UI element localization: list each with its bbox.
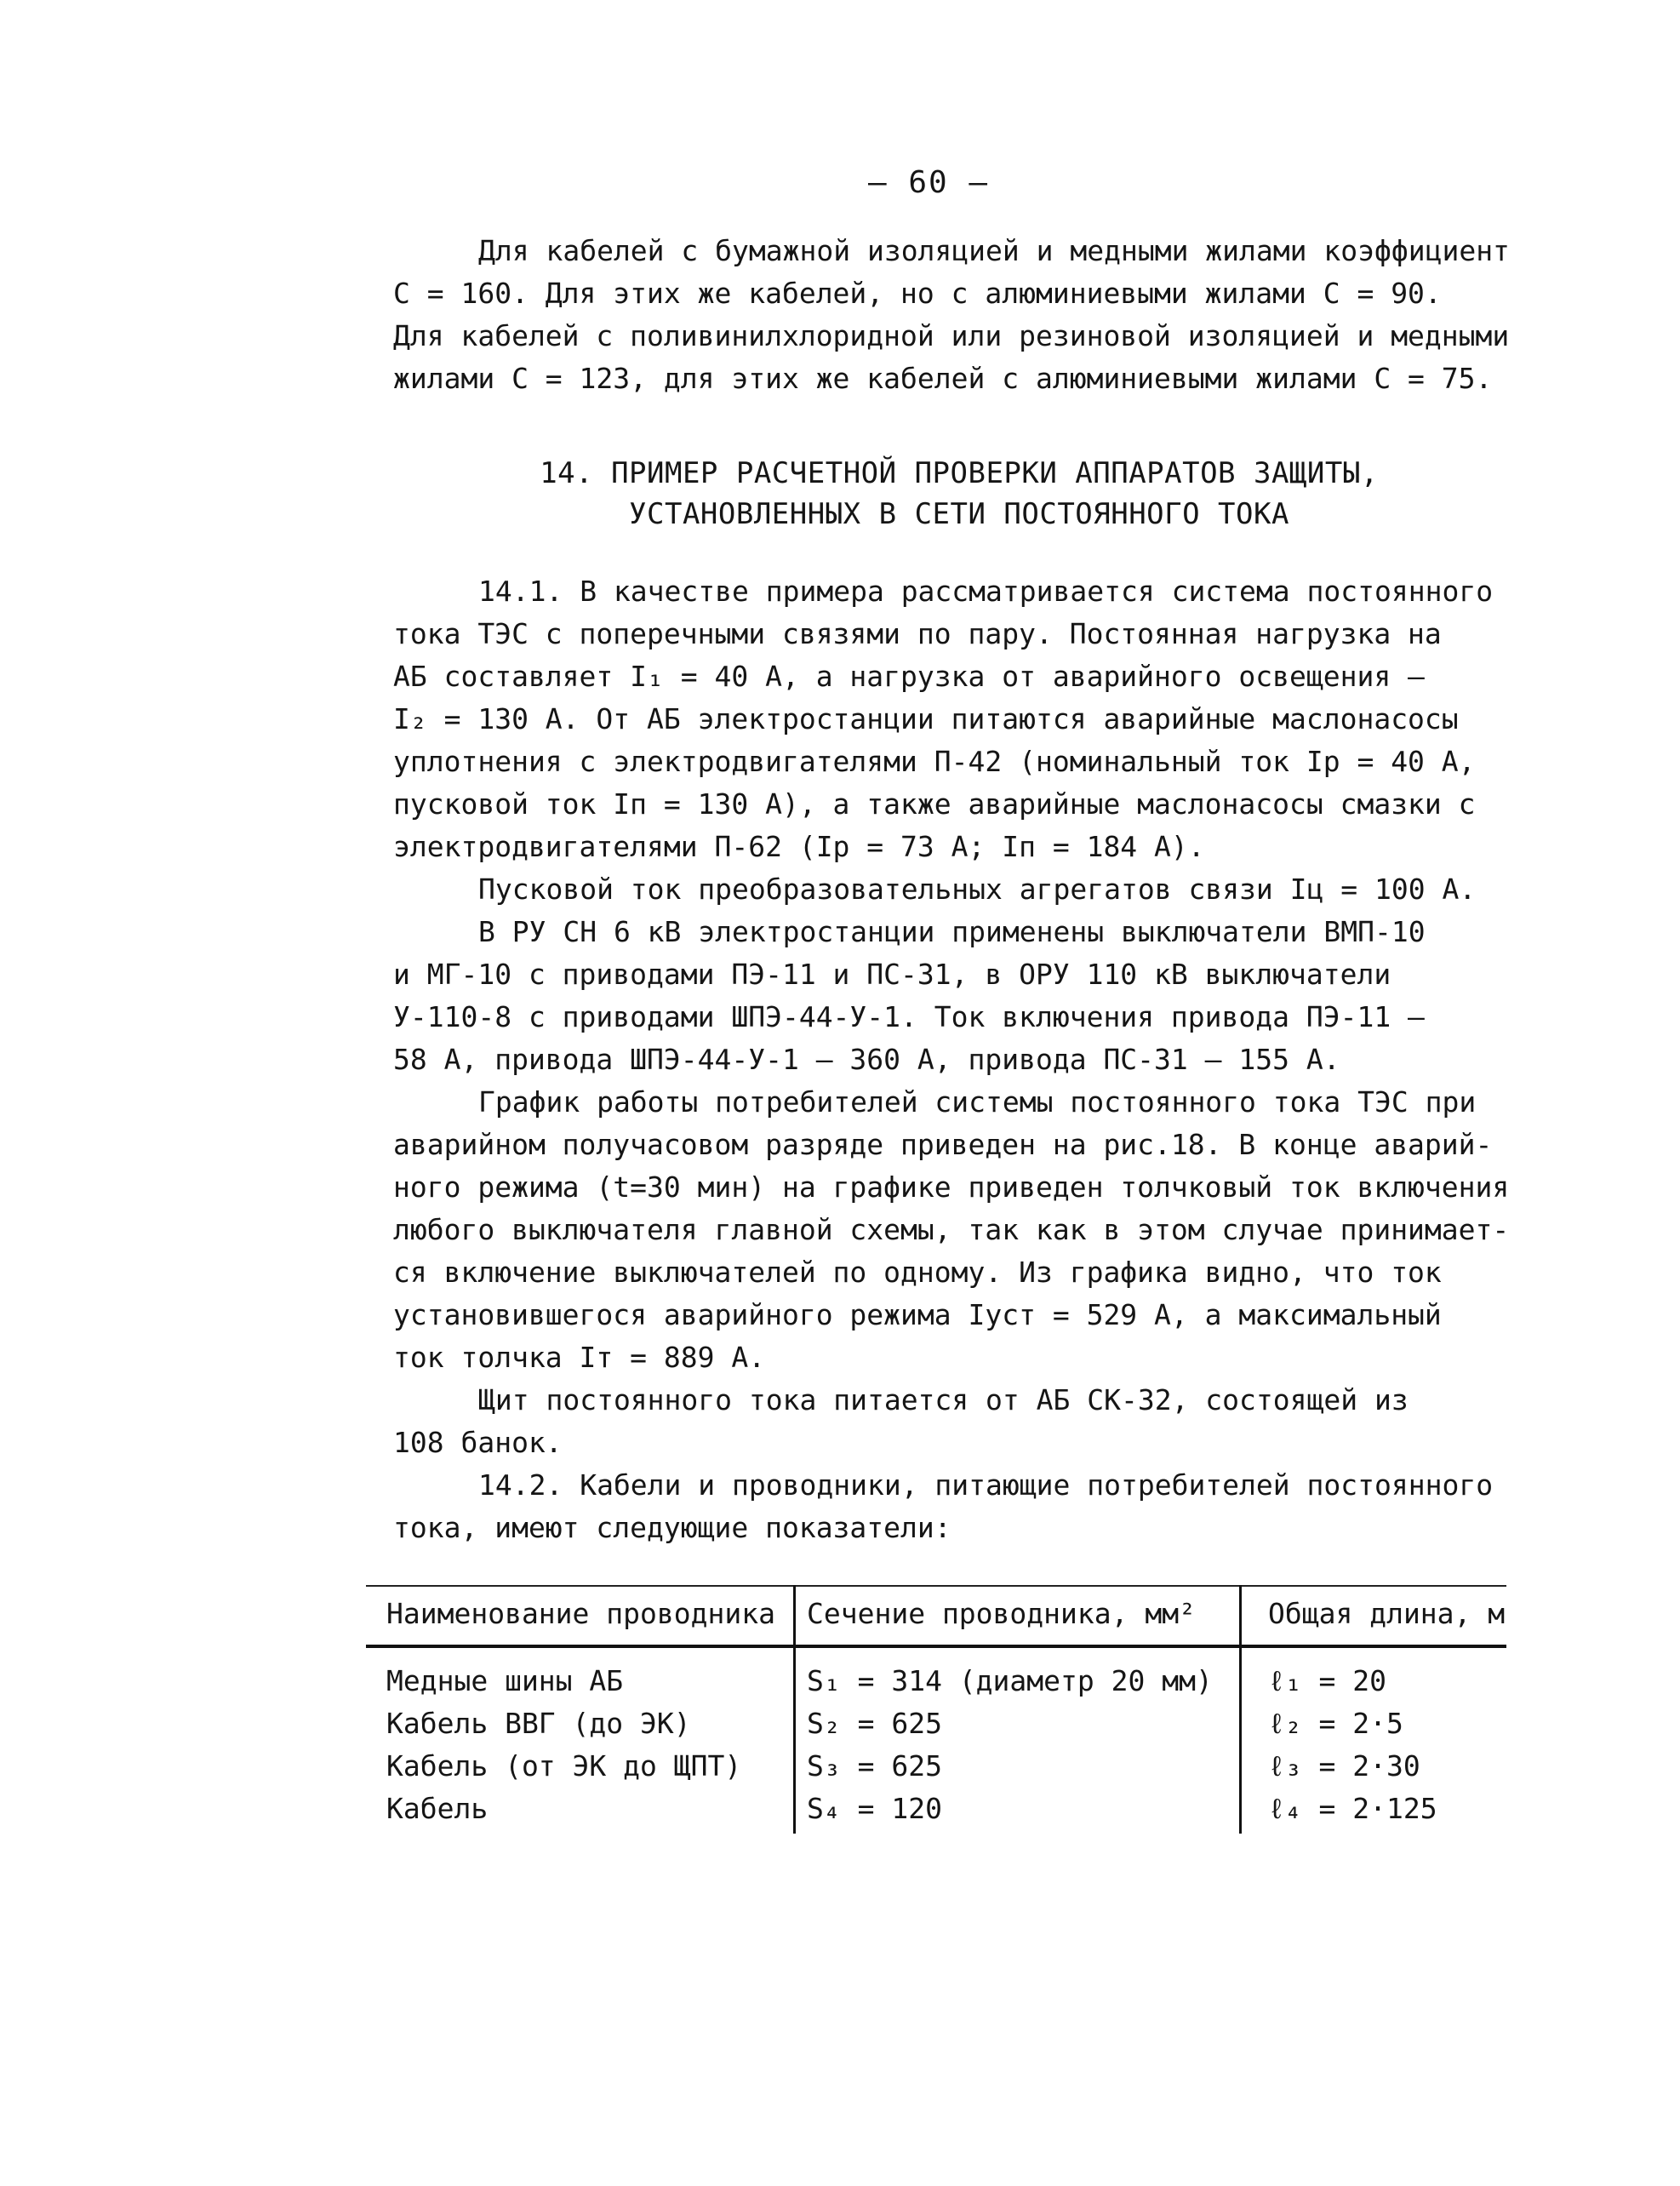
table-cell: Кабель ВВГ (до ЭК) bbox=[386, 1707, 691, 1740]
text-line: электродвигателями П-62 (Iр = 73 А; Iп = 184 А). bbox=[393, 830, 1205, 863]
table-cell: ℓ₁ = 20 bbox=[1268, 1664, 1387, 1697]
text-line: С = 160. Для этих же кабелей, но с алюминиевыми жилами С = 90. bbox=[393, 277, 1442, 310]
table-top-rule bbox=[366, 1585, 1506, 1587]
text-line: ного режима (t=30 мин) на графике приведен толчковый ток включения bbox=[393, 1170, 1510, 1204]
text-line: В РУ СН 6 кВ электростанции применены выключатели ВМП-10 bbox=[478, 915, 1426, 948]
table-cell: Кабель (от ЭК до ЩПТ) bbox=[386, 1749, 742, 1783]
section-title-line: УСТАНОВЛЕННЫХ В СЕТИ ПОСТОЯННОГО ТОКА bbox=[629, 497, 1289, 531]
table-cell: Медные шины АБ bbox=[386, 1664, 624, 1697]
intro-paragraph bbox=[393, 230, 1525, 400]
text-line: уплотнения с электродвигателями П-42 (номинальный ток Iр = 40 А, bbox=[393, 745, 1476, 778]
text-line: и МГ-10 с приводами ПЭ-11 и ПС-31, в ОРУ 110 кВ выключатели bbox=[393, 958, 1391, 991]
text-line: Для кабелей с бумажной изоляцией и медными жилами коэффициент bbox=[478, 234, 1510, 267]
page-number: – 60 – bbox=[868, 165, 990, 200]
table-header-name: Наименование проводника bbox=[386, 1597, 775, 1630]
table-cell: S₄ = 120 bbox=[807, 1792, 942, 1825]
text-line: АБ составляет I₁ = 40 А, а нагрузка от аварийного освещения – bbox=[393, 660, 1425, 693]
text-line: ток толчка Iт = 889 А. bbox=[393, 1341, 766, 1374]
text-line: жилами С = 123, для этих же кабелей с алюминиевыми жилами С = 75. bbox=[393, 362, 1493, 395]
section-title-line: 14. ПРИМЕР РАСЧЕТНОЙ ПРОВЕРКИ АППАРАТОВ ЗАЩИТЫ, bbox=[540, 456, 1379, 490]
text-line: пусковой ток Iп = 130 А), а также аварийные маслонасосы смазки с bbox=[393, 787, 1476, 821]
table-cell: S₂ = 625 bbox=[807, 1707, 942, 1740]
text-line: тока, имеют следующие показатели: bbox=[393, 1511, 951, 1544]
text-line: 108 банок. bbox=[393, 1426, 563, 1459]
text-line: Для кабелей с поливинилхлоридной или резиновой изоляцией и медными bbox=[393, 319, 1510, 352]
text-line: любого выключателя главной схемы, так как в этом случае принимает- bbox=[393, 1213, 1510, 1246]
text-line: I₂ = 130 А. От АБ электростанции питаются аварийные маслонасосы bbox=[393, 702, 1459, 735]
table-cell: ℓ₃ = 2·30 bbox=[1268, 1749, 1420, 1783]
table-cell: S₃ = 625 bbox=[807, 1749, 942, 1783]
text-line: Щит постоянного тока питается от АБ СК-32, состоящей из bbox=[478, 1383, 1409, 1416]
table-cell: Кабель bbox=[386, 1792, 489, 1825]
section-title bbox=[393, 453, 1525, 535]
table-column-divider bbox=[1239, 1585, 1242, 1834]
text-line: У-110-8 с приводами ШПЭ-44-У-1. Ток включения привода ПЭ-11 – bbox=[393, 1000, 1425, 1033]
text-line: 14.2. Кабели и проводники, питающие потребителей постоянного bbox=[478, 1468, 1494, 1502]
table-cell: ℓ₄ = 2·125 bbox=[1268, 1792, 1437, 1825]
text-line: График работы потребителей системы постоянного тока ТЭС при bbox=[478, 1085, 1477, 1119]
table-header-section: Сечение проводника, мм² bbox=[807, 1597, 1196, 1630]
text-line: тока ТЭС с поперечными связями по пару. Постоянная нагрузка на bbox=[393, 617, 1442, 650]
text-line: ся включение выключателей по одному. Из графика видно, что ток bbox=[393, 1256, 1442, 1289]
table-cell: ℓ₂ = 2·5 bbox=[1268, 1707, 1403, 1740]
table-cell: S₁ = 314 (диаметр 20 мм) bbox=[807, 1664, 1213, 1697]
text-line: Пусковой ток преобразовательных агрегатов связи Iц = 100 А. bbox=[478, 873, 1477, 906]
text-line: 58 А, привода ШПЭ-44-У-1 – 360 А, привода ПС-31 – 155 А. bbox=[393, 1043, 1340, 1076]
table-header-length: Общая длина, м bbox=[1268, 1597, 1506, 1630]
conductor-table bbox=[366, 1585, 1506, 1840]
table-column-divider bbox=[793, 1585, 796, 1834]
text-line: установившегося аварийного режима Iуст = 529 А, а максимальный bbox=[393, 1298, 1442, 1331]
text-line: аварийном получасовом разряде приведен на рис.18. В конце аварий- bbox=[393, 1128, 1493, 1161]
text-line: 14.1. В качестве примера рассматривается система постоянного bbox=[478, 575, 1494, 608]
section-body bbox=[393, 570, 1525, 1549]
table-header-rule bbox=[366, 1645, 1506, 1648]
